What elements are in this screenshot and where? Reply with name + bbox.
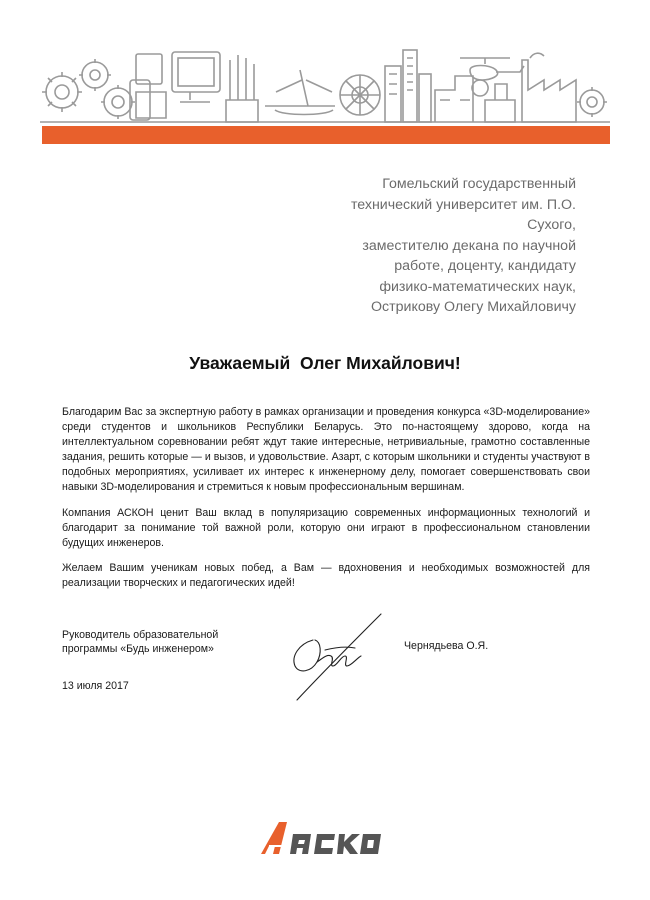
airplane-icon <box>265 70 335 115</box>
body-paragraph: Компания АСКОН ценит Ваш вклад в популяризацию современных информационных технологий и благодарит за понимание той важной роли, которую они играют в профессиональном становлении будущих инженеров. <box>62 506 590 549</box>
gear-icon <box>577 87 607 117</box>
turbine-icon <box>340 75 380 115</box>
addressee-line: Сухого, <box>527 217 576 233</box>
city-buildings-icon <box>385 50 431 122</box>
addressee-block <box>300 174 576 318</box>
signer-name: Чернядьева О.Я. <box>404 640 489 652</box>
signer-role <box>62 628 218 656</box>
gear-icon <box>42 72 82 112</box>
handwritten-signature <box>285 610 395 705</box>
letter-body <box>62 405 590 601</box>
addressee-line: Острикову Олегу Михайловичу <box>371 299 576 315</box>
signer-role-line: Руководитель образовательной <box>62 629 219 641</box>
ascon-logo <box>257 820 397 856</box>
addressee-line: заместителю декана по научной <box>362 237 576 254</box>
ascon-logo-mark-icon <box>261 822 287 854</box>
letter-date: 13 июля 2017 <box>62 680 129 692</box>
factory-icon <box>522 53 576 122</box>
body-paragraph: Желаем Вашим ученикам новых побед, а Вам — вдохновения и необходимых возможностей для реализации творческих и педагогических идей! <box>62 561 590 589</box>
body-paragraph: Благодарим Вас за экспертную работу в рамках организации и проведения конкурса «3D-моделирование» среди студентов и школьников Республики Беларусь. Это по-настоящему здорово, когда на интеллектуальном соревновании ребят ждут такие интересные, нетривиальные, грамотно составленные задания, решить которые — и вызов, и удовольствие. Азарт, с которым школьники и студенты участвуют в подобных мероприятиях, усиливает их интерес к инженерному делу, помогает совершенствовать свои навыки 3D-моделирования и стремиться к новым профессиональным вершинам. <box>62 406 590 494</box>
gear-icon <box>79 59 111 91</box>
signer-role-line: программы «Будь инженером» <box>62 643 214 655</box>
monitor-icon <box>172 52 220 102</box>
header-accent-bar <box>42 126 610 144</box>
addressee-line: технический университет им. П.О. <box>350 196 576 213</box>
addressee-line: Гомельский государственный <box>382 176 576 192</box>
salutation-heading: Уважаемый Олег Михайлович! <box>189 353 461 373</box>
addressee-line: физико-математических наук, <box>379 278 576 295</box>
addressee-line: работе, доценту, кандидату <box>394 258 576 274</box>
industrial-banner-illustration <box>40 40 610 126</box>
